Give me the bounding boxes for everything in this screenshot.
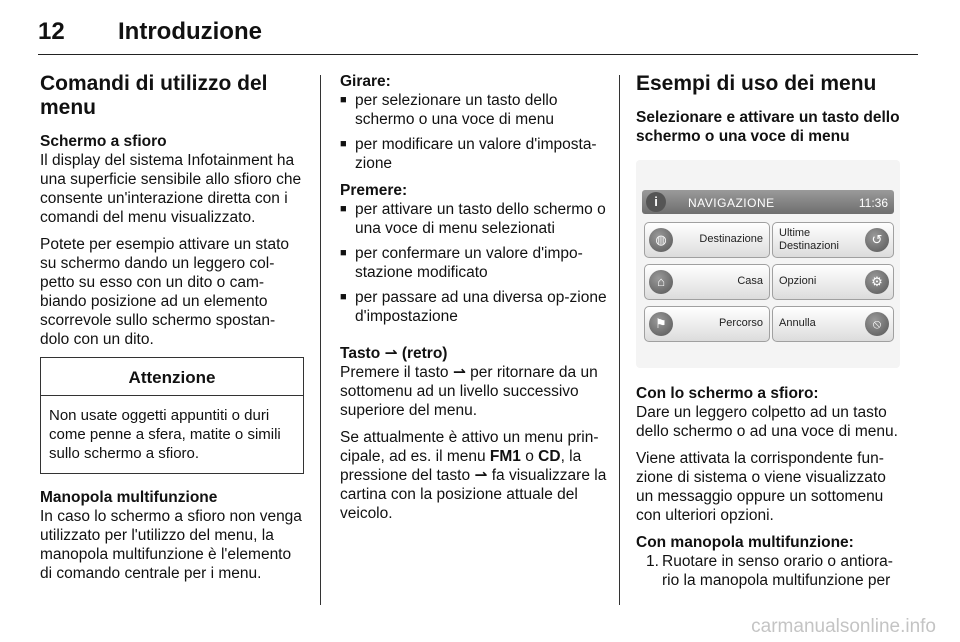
home-icon: ⌂ [649,270,673,294]
list-item: ■ per passare ad una diversa op-zione d'impostazione [340,288,608,326]
subheading-touchscreen: Schermo a sfioro [40,133,167,150]
screen-button-opzioni[interactable] [772,264,894,300]
paragraph-back-2 [340,428,608,523]
cd-label: CD [538,448,561,465]
column-2 [340,72,608,531]
list-item: ■ per modificare un valore d'imposta-zione [340,135,608,173]
column-3 [636,72,904,590]
recent-destinations-icon: ↺ [865,228,889,252]
list-item [636,552,904,590]
step-number: 1. [646,553,659,570]
screen-title-bar [642,190,894,214]
text-fragment: , la pressione del tasto [340,448,582,484]
button-label: Opzioni [779,275,817,287]
screen-button-percorso[interactable] [644,306,770,342]
text-fragment: Premere il tasto [340,364,449,381]
back-arrow-icon: ⇀ [474,467,488,484]
info-icon: i [646,192,666,212]
screen-title: NAVIGAZIONE [688,196,775,210]
button-label: Destinazione [699,233,763,245]
running-title: Introduzione [118,18,262,45]
screen-clock: 11:36 [858,196,888,210]
page-number: 12 [38,18,65,45]
column-1 [40,72,304,591]
column-divider-2 [619,75,620,605]
globe-icon: ◍ [649,228,673,252]
subheading-multifunction-knob: Manopola multifunzione [40,489,218,506]
section-title-menu-examples: Esempi di uso dei menu [636,72,877,95]
route-icon: ⚑ [649,312,673,336]
page-header [38,14,918,55]
watermark-text: carmanualsonline.info [751,616,936,637]
screen-button-casa[interactable] [644,264,770,300]
attention-box [40,357,304,474]
text-fragment: fa visualizzare la cartina con la posizione attuale del veicolo. [340,467,607,522]
attention-title: Attenzione [41,358,303,396]
cancel-icon: ⦸ [865,312,889,336]
back-arrow-icon: ⇀ [452,364,466,381]
button-label: Ultime Destinazioni [779,227,839,252]
screen-button-annulla[interactable] [772,306,894,342]
fm1-label: FM1 [489,448,521,465]
steps-list [636,552,904,590]
turn-list [340,91,608,173]
subheading-with-touchscreen: Con lo schermo a sfioro: [636,385,819,402]
attention-text: Non usate oggetti appuntiti o duri come penne a sfera, matite o simili sullo schermo a sfioro. [49,407,281,462]
screen-button-destinazione[interactable] [644,222,770,258]
paragraph-with-touchscreen-1: Dare un leggero colpetto ad un tasto dello schermo o ad una voce di menu. [636,404,898,440]
back-title-pre: Tasto [340,345,381,362]
button-label: Percorso [718,317,763,329]
subheading-select-activate: Selezionare e attivare un tasto dello schermo o una voce di menu [636,109,900,145]
section-title-menu-controls: Comandi di utilizzo del menu [40,72,268,119]
button-label: Casa [737,275,763,287]
button-label: Annulla [779,317,816,329]
list-item: ■ per confermare un valore d'impo-stazione modificato [340,244,608,282]
back-arrow-icon: ⇀ [384,345,398,362]
text-fragment: per ritornare da un sottomenu ad un livello successivo superiore del menu. [340,364,598,419]
subheading-with-knob: Con manopola multifunzione: [636,534,854,551]
press-list [340,200,608,326]
column-divider-1 [320,75,321,605]
subheading-press: Premere: [340,182,408,199]
list-item: ■ per attivare un tasto dello schermo o una voce di menu selezionati [340,200,608,238]
paragraph-touchscreen-1: Il display del sistema Infotainment ha una superficie sensibile allo sfioro che consente un'interazione diretta con i comandi del menu visualizzato. [40,152,302,226]
paragraph-multifunction-knob: In caso lo schermo a sfioro non venga utilizzato per l'utilizzo del menu, la manopola multifunzione è l'elemento di comando centrale per i menu. [40,508,302,582]
text-fragment: Se attualmente è attivo un menu prin-cipale, ad es. il menu [340,429,599,465]
back-title-post: (retro) [401,345,448,362]
options-icon: ⚙ [865,270,889,294]
subheading-back-button [340,344,608,363]
paragraph-back-1 [340,363,608,420]
paragraph-with-touchscreen-2: Viene attivata la corrispondente fun-zione di sistema o viene visualizzato un messaggio oppure un sottomenu con ulteriori opzioni. [636,450,886,524]
step-text: Ruotare in senso orario o antiora-rio la manopola multifunzione per [662,553,893,589]
list-item: ■ per selezionare un tasto dello schermo o una voce di menu [340,91,608,129]
subheading-turn: Girare: [340,73,391,90]
navigation-screen-image [636,160,900,368]
paragraph-touchscreen-2: Potete per esempio attivare un stato su schermo dando un leggero col-petto su esso con un dito o cam-biando posizione ad un elemento scorrevole sullo schermo spostan-dolo con un dito. [40,236,290,348]
text-fragment: o [525,448,534,465]
screen-button-ultime-destinazioni[interactable] [772,222,894,258]
